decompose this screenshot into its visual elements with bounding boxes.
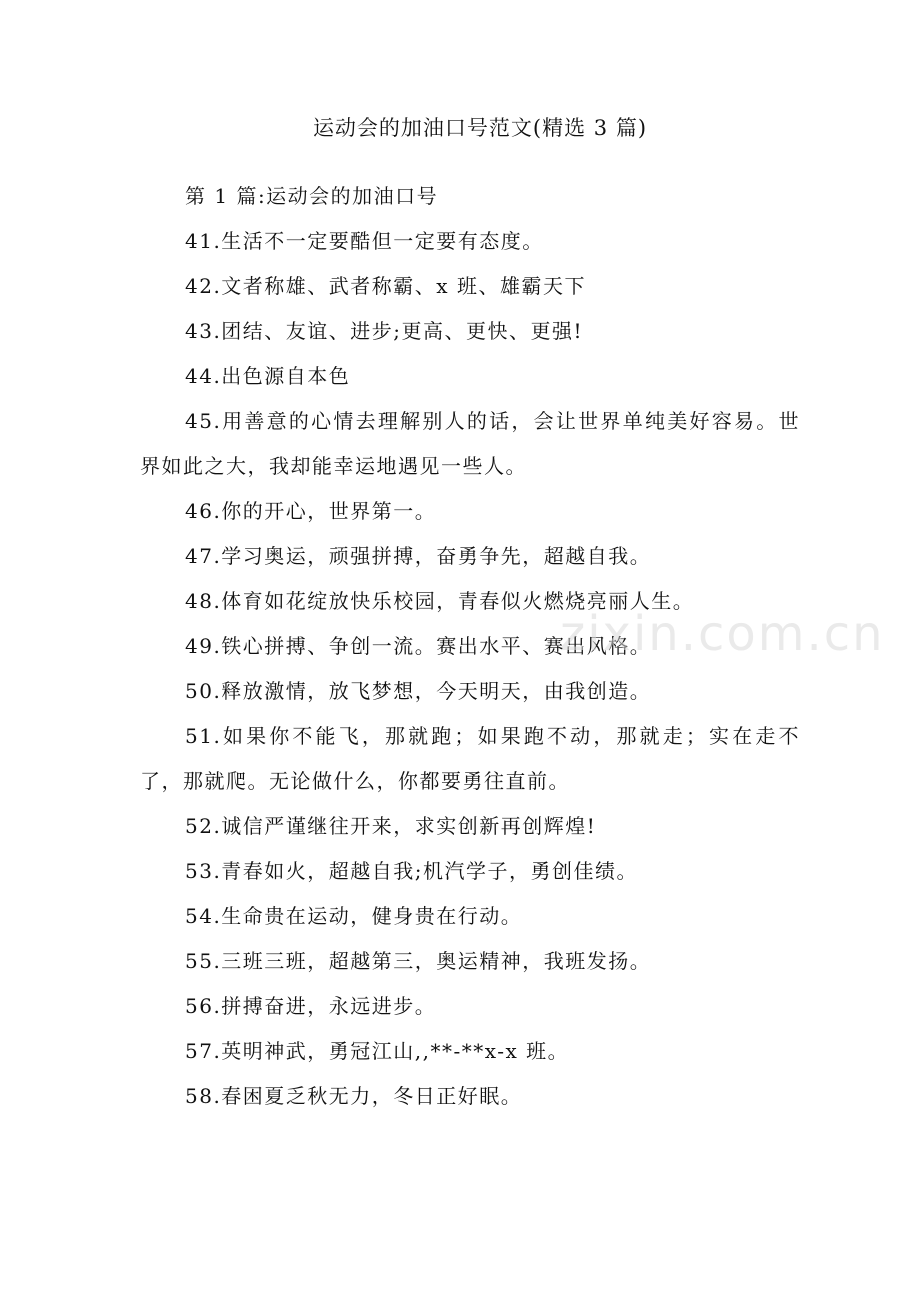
paragraph: 42.文者称雄、武者称霸、x 班、雄霸天下 — [185, 274, 586, 298]
document-body — [140, 174, 800, 1119]
paragraph: 58.春困夏乏秋无力，冬日正好眠。 — [185, 1084, 523, 1108]
paragraph: 43.团结、友谊、进步;更高、更快、更强! — [185, 319, 584, 343]
paragraph: 56.拼搏奋进，永远进步。 — [185, 994, 437, 1018]
paragraph: 57.英明神武，勇冠江山,,**-**x-x 班。 — [185, 1039, 570, 1063]
paragraph: 51.如果你不能飞，那就跑；如果跑不动，那就走；实在走不了，那就爬。无论做什么，你都要勇往直前。 — [140, 724, 800, 793]
paragraph: 第 1 篇:运动会的加油口号 — [185, 184, 439, 208]
watermark: zixin.com.cn — [560, 606, 885, 662]
paragraph: 52.诚信严谨继往开来，求实创新再创辉煌! — [185, 814, 597, 838]
paragraph: 46.你的开心，世界第一。 — [185, 499, 437, 523]
document-title: 运动会的加油口号范文(精选 3 篇) — [312, 116, 648, 140]
paragraph: 48.体育如花绽放快乐校园，青春似火燃烧亮丽人生。 — [185, 589, 695, 613]
paragraph: 54.生命贵在运动，健身贵在行动。 — [185, 904, 523, 928]
paragraph: 47.学习奥运，顽强拼搏，奋勇争先，超越自我。 — [185, 544, 652, 568]
paragraph: 45.用善意的心情去理解别人的话，会让世界单纯美好容易。世界如此之大，我却能幸运地遇见一些人。 — [140, 409, 800, 478]
paragraph: 49.铁心拼搏、争创一流。赛出水平、赛出风格。 — [185, 634, 652, 658]
paragraph: 55.三班三班，超越第三，奥运精神，我班发扬。 — [185, 949, 652, 973]
paragraph: 50.释放激情，放飞梦想，今天明天，由我创造。 — [185, 679, 652, 703]
paragraph: 41.生活不一定要酷但一定要有态度。 — [185, 229, 544, 253]
paragraph: 53.青春如火，超越自我;机汽学子，勇创佳绩。 — [185, 859, 639, 883]
paragraph: 44.出色源自本色 — [185, 364, 351, 388]
